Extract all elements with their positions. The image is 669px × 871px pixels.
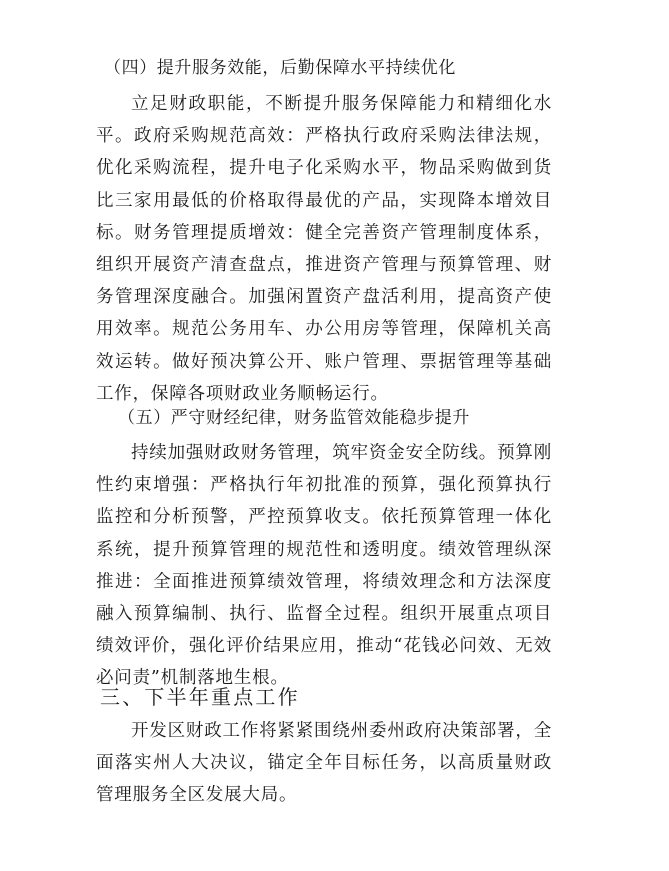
- section-paragraph-5: 持续加强财政财务管理，筑牢资金安全防线。预算刚性约束增强：严格执行年初批准的预算，强化预算执行监控和分析预警，严控预算收支。依托预算管理一体化系统，提升预算管理的规范性和透明度。绩效管理纵深推进：全面推进预算绩效管理，将绩效理念和方法深度融入预算编制、执行、监督全过程。组织开展重点项目绩效评价，强化评价结果应用，推动“花钱必问效、无效必问责”机制落地生根。: [96, 443, 552, 689]
- section-heading-3: 三、下半年重点工作: [100, 685, 300, 709]
- section-paragraph-4: 立足财政职能，不断提升服务保障能力和精细化水平。政府采购规范高效：严格执行政府采购法律法规，优化采购流程，提升电子化采购水平，物品采购做到货比三家用最低的价格取得最优的产品，实现降本增效目标。财务管理提质增效：健全完善资产管理制度体系，组织开展资产清查盘点，推进资产管理与预算管理、财务管理深度融合。加强闲置资产盘活利用，提高资产使用效率。规范公务用车、办公用房等管理，保障机关高效运转。做好预决算公开、账户管理、票据管理等基础工作，保障各项财政业务顺畅运行。: [96, 94, 552, 404]
- section-paragraph-3: 开发区财政工作将紧紧围绕州委州政府决策部署，全面落实州人大决议，锚定全年目标任务，以高质量财政管理服务全区发展大局。: [96, 721, 552, 806]
- section-heading-5: （五）严守财经纪律，财务监管效能稳步提升: [118, 408, 470, 428]
- section-heading-4: （四）提升服务效能，后勤保障水平持续优化: [104, 58, 456, 78]
